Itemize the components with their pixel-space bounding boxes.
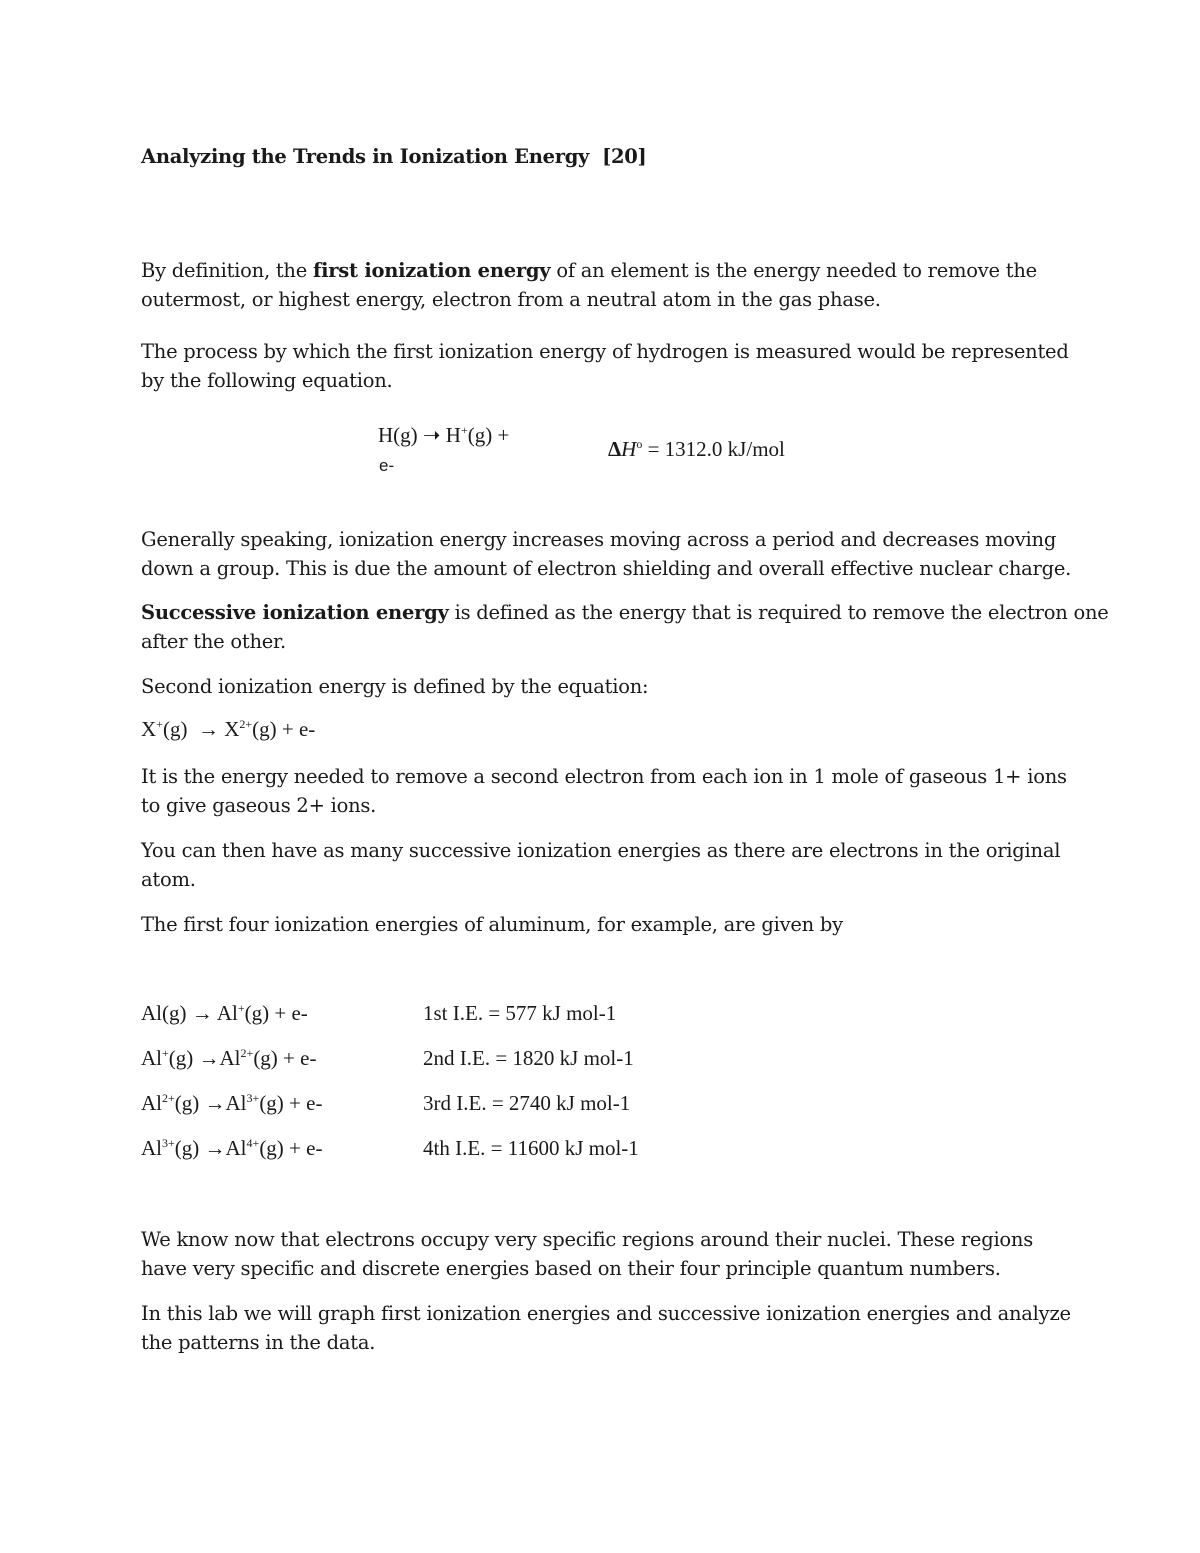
aluminum-equation bbox=[141, 1091, 322, 1116]
energy-needed-line-2: to give gaseous 2+ ions. bbox=[141, 794, 377, 817]
aluminum-reactant: Al bbox=[141, 1046, 162, 1070]
energy-needed-paragraph bbox=[141, 762, 1067, 820]
enthalpy-symbol: H bbox=[621, 437, 637, 461]
aluminum-product-charge: 4+ bbox=[246, 1136, 260, 1150]
aluminum-arrow-product: (g) → Al bbox=[162, 1001, 238, 1025]
ionization-energy-value: 3rd I.E. = 2740 kJ mol-1 bbox=[423, 1091, 631, 1115]
aluminum-arrow-product: (g) →Al bbox=[168, 1046, 241, 1070]
definition-paragraph bbox=[141, 256, 1037, 314]
enthalpy-change bbox=[608, 437, 785, 462]
lab-line-2: the patterns in the data. bbox=[141, 1331, 376, 1354]
many-line-2: atom. bbox=[141, 868, 196, 891]
aluminum-product-charge: 3+ bbox=[246, 1091, 260, 1105]
successive-line-2: after the other. bbox=[141, 630, 286, 653]
electrons-paragraph bbox=[141, 1225, 1033, 1283]
aluminum-arrow-product: (g) →Al bbox=[174, 1136, 247, 1160]
x-ion: X bbox=[141, 717, 157, 741]
x-ion-charge: + bbox=[156, 717, 163, 731]
hydrogen-product-rest: (g) + bbox=[467, 423, 510, 447]
process-paragraph bbox=[141, 337, 1069, 395]
hydrogen-equation bbox=[378, 423, 509, 448]
arrow-icon: → bbox=[197, 717, 219, 741]
aluminum-product-charge: 2+ bbox=[240, 1046, 254, 1060]
hydrogen-product: H bbox=[440, 423, 461, 447]
first-four-intro: The first four ionization energies of aluminum, for example, are given by bbox=[141, 913, 843, 936]
electrons-line-2: have very specific and discrete energies based on their four principle quantum numbers. bbox=[141, 1257, 1001, 1280]
trend-paragraph bbox=[141, 525, 1071, 583]
second-ionization-definition: Second ionization energy is defined by the equation: bbox=[141, 675, 649, 698]
term-first-ionization-energy: first ionization energy bbox=[312, 259, 551, 282]
x-ion-state: (g) bbox=[162, 717, 198, 741]
process-line-2: by the following equation. bbox=[141, 369, 393, 392]
second-ionization-equation bbox=[141, 717, 315, 742]
x-product-charge: 2+ bbox=[239, 717, 253, 731]
energy-needed-line-1: It is the energy needed to remove a second electron from each ion in 1 mole of gaseous 1+ ions bbox=[141, 765, 1067, 788]
lab-line-1: In this lab we will graph first ionization energies and successive ionization energies and analyze bbox=[141, 1302, 1071, 1325]
trend-line-1: Generally speaking, ionization energy increases moving across a period and decreases moving bbox=[141, 528, 1057, 551]
successive-line-1 bbox=[141, 598, 1109, 627]
ionization-energy-value: 1st I.E. = 577 kJ mol-1 bbox=[423, 1001, 617, 1025]
x-product-rest: (g) + e- bbox=[252, 717, 316, 741]
aluminum-reactant-charge: + bbox=[162, 1046, 169, 1060]
aluminum-reactant: Al bbox=[141, 1136, 162, 1160]
aluminum-electron: (g) + e- bbox=[259, 1136, 323, 1160]
standard-state-mark: o bbox=[636, 437, 643, 451]
delta-symbol: Δ bbox=[608, 437, 622, 461]
many-line-1: You can then have as many successive ionization energies as there are electrons in the original bbox=[141, 839, 1061, 862]
aluminum-reactant: Al bbox=[141, 1091, 162, 1115]
aluminum-equation bbox=[141, 1136, 322, 1161]
aluminum-reactant-charge: 3+ bbox=[162, 1136, 175, 1150]
aluminum-arrow-product: (g) →Al bbox=[174, 1091, 247, 1115]
aluminum-electron: (g) + e- bbox=[259, 1091, 323, 1115]
hydrogen-electron: e- bbox=[379, 456, 395, 475]
electrons-line-1: We know now that electrons occupy very specific regions around their nuclei. These regions bbox=[141, 1228, 1033, 1251]
trend-line-2: down a group. This is due the amount of electron shielding and overall effective nuclear charge. bbox=[141, 557, 1072, 580]
definition-tail: of an element is the energy needed to remove the bbox=[550, 259, 1037, 282]
aluminum-equation bbox=[141, 1046, 316, 1071]
aluminum-product-charge: + bbox=[237, 1001, 245, 1015]
ionization-energy-value: 2nd I.E. = 1820 kJ mol-1 bbox=[423, 1046, 634, 1070]
hydrogen-charge: + bbox=[460, 423, 468, 437]
definition-line-2: outermost, or highest energy, electron from a neutral atom in the gas phase. bbox=[141, 288, 881, 311]
successive-paragraph bbox=[141, 598, 1109, 656]
aluminum-reactant: Al bbox=[141, 1001, 162, 1025]
lab-paragraph bbox=[141, 1299, 1071, 1357]
successive-tail: is defined as the energy that is required to remove the electron one bbox=[448, 601, 1109, 624]
process-line-1: The process by which the first ionization energy of hydrogen is measured would be represented bbox=[141, 340, 1069, 363]
term-successive-ionization-energy: Successive ionization energy bbox=[141, 601, 449, 624]
definition-line-1 bbox=[141, 256, 1037, 285]
title-text: Analyzing the Trends in Ionization Energy bbox=[141, 145, 590, 168]
document-title bbox=[141, 145, 646, 168]
x-product: X bbox=[218, 717, 240, 741]
hydrogen-reactant: H(g) bbox=[378, 423, 423, 447]
aluminum-equation bbox=[141, 1001, 308, 1026]
many-paragraph bbox=[141, 836, 1060, 894]
marks: [20] bbox=[602, 145, 647, 168]
enthalpy-value: = 1312.0 kJ/mol bbox=[642, 437, 785, 461]
aluminum-electron: (g) + e- bbox=[253, 1046, 317, 1070]
definition-lead: By definition, the bbox=[141, 259, 313, 282]
reaction-arrow-icon: ➝ bbox=[422, 423, 441, 447]
aluminum-reactant-charge: 2+ bbox=[162, 1091, 175, 1105]
ionization-energy-value: 4th I.E. = 11600 kJ mol-1 bbox=[423, 1136, 639, 1160]
aluminum-electron: (g) + e- bbox=[244, 1001, 308, 1025]
